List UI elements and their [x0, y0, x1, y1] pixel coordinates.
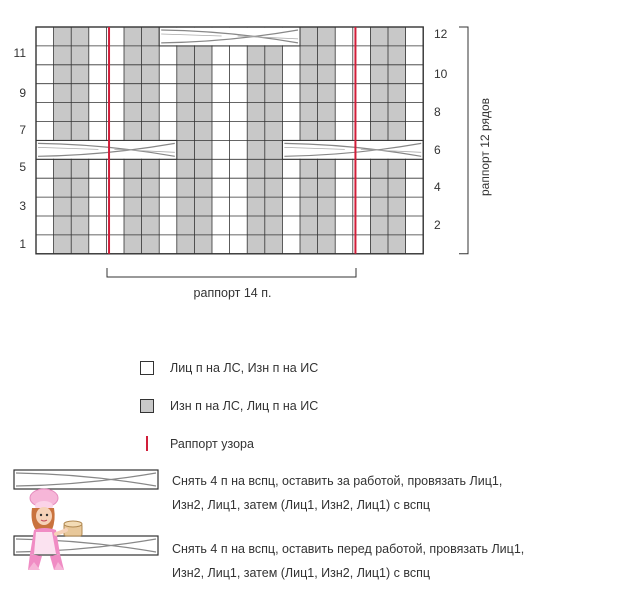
legend-repeat [140, 436, 254, 456]
row-number-3: 3 [19, 199, 26, 213]
row-number-10: 10 [434, 67, 448, 81]
row-number-8: 8 [434, 105, 441, 119]
legend-purl-text: Изн п на ЛС, Лиц п на ИС [170, 399, 319, 413]
legend-purl [140, 398, 318, 418]
legend-cable-front-line1: Снять 4 п на вспц, оставить перед работой, провязать Лиц1, [172, 542, 525, 556]
row-number-11: 11 [13, 46, 26, 60]
purl-swatch [140, 399, 154, 413]
repeat-marker [146, 436, 148, 451]
row-number-1: 1 [19, 237, 26, 251]
row-number-6: 6 [434, 143, 441, 157]
row-number-7: 7 [19, 123, 26, 137]
row-number-12: 12 [434, 27, 448, 41]
row-number-9: 9 [19, 86, 26, 100]
row-number-5: 5 [19, 160, 26, 174]
stitch-repeat-label: раппорт 14 п. [193, 286, 272, 300]
legend-cable-back [172, 469, 502, 517]
legend-knit-text: Лиц п на ЛС, Изн п на ИС [170, 361, 319, 375]
row-repeat-label: раппорт 12 рядов [478, 97, 492, 196]
row-number-2: 2 [434, 218, 441, 232]
row-number-4: 4 [434, 180, 441, 194]
legend-cable-back-line2: Изн2, Лиц1, затем (Лиц1, Изн2, Лиц1) с вспц [172, 498, 431, 512]
knit-swatch [140, 361, 154, 375]
legend-repeat-text: Раппорт узора [170, 437, 254, 451]
legend-cable-front-line2: Изн2, Лиц1, затем (Лиц1, Изн2, Лиц1) с вспц [172, 566, 431, 580]
girl-chef-illustration [22, 484, 92, 574]
legend-cable-front [172, 537, 524, 585]
legend-cable-back-line1: Снять 4 п на вспц, оставить за работой, провязать Лиц1, [172, 474, 503, 488]
legend-knit [140, 360, 318, 380]
